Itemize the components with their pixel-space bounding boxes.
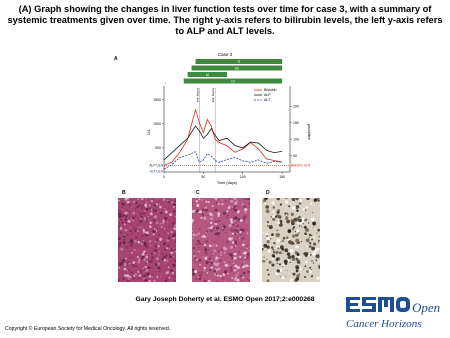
biopsy-marker-label: liver biopsy xyxy=(211,88,216,102)
panel-c-label: C xyxy=(196,190,200,196)
right-tick-label: 100 xyxy=(293,137,299,142)
start-marker-arrow: ↓ xyxy=(165,81,167,85)
x-tick-label: 100 xyxy=(239,175,246,179)
alp-uln-label: ALP ULN xyxy=(149,163,163,168)
legend-label: ALT xyxy=(264,98,271,103)
chart-series-lines xyxy=(164,110,282,169)
series-line-alp xyxy=(164,126,282,160)
panel-d-label: D xyxy=(266,190,270,196)
citation: Gary Joseph Doherty et al. ESMO Open 2017;2:e000268 xyxy=(135,296,315,303)
panel-c xyxy=(192,190,250,282)
legend-label: ALP xyxy=(264,93,271,98)
panel-b-histology-image xyxy=(118,198,176,282)
case-label: Case 3 xyxy=(217,52,233,57)
liver-function-chart xyxy=(112,50,338,190)
cancer-horizons-tagline: Cancer Horizons xyxy=(346,318,422,330)
left-tick-label: 500 xyxy=(155,146,161,151)
treatment-bars xyxy=(184,59,282,84)
series-line-alt xyxy=(164,152,282,169)
esmo-open-logo xyxy=(342,293,442,335)
x-tick-label: 150 xyxy=(279,175,286,179)
panel-a-label: A xyxy=(114,56,118,62)
biopsy-marker-label: liver biopsy xyxy=(195,88,200,102)
x-tick-label: 50 xyxy=(201,175,206,179)
panel-b xyxy=(118,190,176,282)
figure-caption-title: (A) Graph showing the changes in liver function tests over time for case 3, with a summary of systemic treatments given over time. The right y-axis refers to bilirubin levels, the left y-axis refers to ALP and ALT levels. xyxy=(7,4,443,36)
legend-label: Bilirubin xyxy=(264,88,277,93)
left-axis-title: U/L xyxy=(147,129,151,135)
right-tick-label: 200 xyxy=(293,104,299,109)
treatment-label: Cf xyxy=(231,79,235,84)
bilirubin-uln-label: Bilirubin ULN xyxy=(291,163,311,168)
panel-c-histology-image xyxy=(192,198,250,282)
right-tick-label: 150 xyxy=(293,121,299,125)
panel-b-label: B xyxy=(122,190,126,196)
right-axis-title: µmol/litre xyxy=(307,124,311,140)
chart-legend xyxy=(254,88,277,102)
series-line-bilirubin xyxy=(164,110,282,166)
left-tick-label: 1500 xyxy=(153,97,161,102)
x-tick-label: 0 xyxy=(163,175,165,179)
treatment-label: Ti xyxy=(237,60,241,64)
treatment-label: M xyxy=(205,73,209,77)
copyright-notice: Copyright © European Society for Medical Oncology. All rights reserved. xyxy=(5,326,171,332)
panel-d xyxy=(262,190,320,282)
left-tick-label: 1000 xyxy=(153,121,161,126)
chart-axes xyxy=(147,81,311,185)
alt-uln-label: ALT ULN xyxy=(149,169,163,174)
right-tick-label: 50 xyxy=(293,153,297,158)
x-axis-title: Time (days) xyxy=(217,181,237,185)
panel-d-ihc-image xyxy=(262,198,320,282)
open-wordmark: Open xyxy=(412,300,441,315)
treatment-label: Cb xyxy=(234,66,240,71)
